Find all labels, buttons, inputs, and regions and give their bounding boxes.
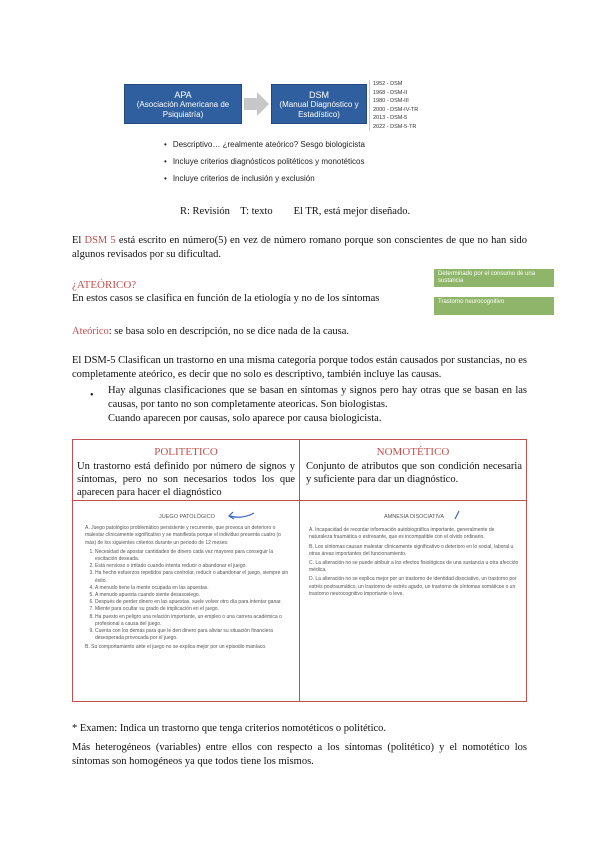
- ateorico-paragraph: En estos casos se clasifica en función de la etiología y no de los síntomas: [72, 293, 380, 304]
- nomotetico-text: Conjunto de atributos que son condición necesaria y suficiente para dar un diagnóstico.: [306, 461, 522, 485]
- bullet-dot: •: [90, 390, 94, 401]
- diagram-bullet: • Incluye criterios diagnósticos politéticos y monotéticos: [164, 157, 364, 166]
- arrow-annotation-icon: [227, 510, 255, 522]
- diagram-bullet: • Descriptivo… ¿realmente ateórico? Sesgo biologicista: [164, 140, 365, 149]
- side-box-neurocognitive: Trastorno neurocognitivo: [434, 297, 554, 315]
- bullet-follow: Cuando aparecen por causas, solo aparece por causa biologicista.: [108, 413, 382, 424]
- dsm-title: DSM: [309, 90, 329, 100]
- dsm5-lead: El: [72, 235, 85, 246]
- scan-item: B. Los síntomas causan malestar clínicamente significativo o deterioro en lo social, laboral u otras áreas importantes del funcionamiento.: [309, 543, 514, 557]
- scan-item: D. La alteración no se explica mejor por un trastorno de identidad disociativo, un trastorno por estrés postraumático, un trastorno de estrés agudo, un trastorno de síntomas somáticos o un trastorno neurocognitivo importante o leve.: [309, 576, 517, 597]
- dsm5-paragraph: [72, 234, 527, 262]
- scan-b: B. Su comportamiento ante el juego no se explica mejor por un episodio maníaco.: [85, 644, 267, 651]
- pen-mark-icon: [453, 510, 461, 520]
- apa-title: APA: [174, 90, 192, 100]
- scan-item: 6. Después de perder dinero en las apuestas, suele volver otro día para intentar ganar.: [95, 599, 289, 606]
- juego-patologico-scan: [85, 514, 289, 652]
- year-item: 1968 - DSM-II: [373, 89, 408, 96]
- scan-title: JUEGO PATOLÓGICO: [159, 514, 215, 520]
- scan-item: 4. A menudo tiene la mente ocupada en las apuestas.: [95, 585, 289, 592]
- year-item: 2022 - DSM-5-TR: [373, 123, 417, 130]
- scan-item: 2. Está nervioso o irritado cuando intenta reducir o abandonar el juego.: [95, 563, 289, 570]
- scan-item: 9. Cuenta con los demás para que le den dinero para aliviar su situación financiera desesperada provocada por el juego.: [95, 628, 289, 642]
- diagram-bullet: • Incluye criterios de inclusión y exclusión: [164, 174, 315, 183]
- ateorico-heading: ¿ATEÓRICO?: [72, 279, 137, 291]
- dsm-years-list: [369, 80, 433, 131]
- scan-item: 8. Ha puesto en peligro una relación importante, un empleo o una carrera académica o profesional a causa del juego.: [95, 614, 289, 628]
- revision-line: R: Revisión T: texto El TR, está mejor diseñado.: [180, 206, 411, 217]
- dsm-box: [271, 84, 367, 124]
- bullet-item: Hay algunas clasificaciones que se basan en síntomas y signos pero hay otras que se basan en las causas, por tanto no son completamente ateoricas. Son biologistas.: [108, 385, 527, 410]
- apa-subtitle: (Asociación Americana de Psiquiatría): [136, 100, 230, 119]
- dsm-subtitle: (Manual Diagnóstico y Estadístico): [279, 100, 359, 119]
- year-item: 1980 - DSM-III: [373, 98, 409, 104]
- year-item: 1952 - DSM: [373, 81, 403, 87]
- scan-item: 5. A menudo apuesta cuando siente desasosiego.: [95, 592, 289, 599]
- apa-box: [124, 84, 242, 124]
- politetico-text: Un trastorno está definido por número de signos y síntomas, pero no son necesarios todos los que aparecen para hacer el diagnóstico: [77, 461, 295, 498]
- politetico-title: POLITETICO: [154, 446, 218, 458]
- scan-item: C. La alteración no se puede atribuir a los efectos fisiológicos de una sustancia u otra afección médica.: [309, 560, 519, 574]
- nomotetico-title: NOMOTÉTICO: [376, 446, 450, 458]
- arrow-right-icon: [244, 92, 270, 116]
- side-box-substance: Determinado por el consumo de una sustancia: [434, 269, 554, 287]
- exam-line: * Examen: Indica un trastorno que tenga criterios nomotéticos o politético.: [72, 723, 387, 734]
- scan-item: A. Incapacidad de recordar información autobiográfica importante, generalmente de naturaleza traumática o estresante, que es incompatible con el olvido ordinario.: [309, 527, 495, 541]
- year-item: 2013 - DSM-5: [373, 115, 408, 121]
- scan-item: 1. Necesidad de apostar cantidades de dinero cada vez mayores para conseguir la excitación deseada.: [95, 549, 289, 563]
- scan-item: 3. Ha hecho esfuerzos repetidos para controlar, reducir o abandonar el juego, siempre sin éxito.: [95, 570, 289, 584]
- ateorico-term: Ateórico: [72, 326, 109, 337]
- ateorico-def-rest: : se basa solo en descripción, no se dice nada de la causa.: [108, 326, 349, 337]
- ateorico-definition: [72, 325, 412, 339]
- dsm5-highlight: DSM 5: [84, 235, 116, 246]
- dsm5-rest: está escrito en número(5) en vez de número romano porque son conscientes de que no han sido algunos revisados por su dificultad.: [72, 235, 527, 260]
- year-item: 2000 - DSM-IV-TR: [373, 106, 419, 113]
- criteria-table: [72, 439, 527, 702]
- scan-title: AMNESIA DISOCIATIVA: [383, 514, 444, 520]
- scan-item: 7. Miente para ocultar su grado de implicación en el juego.: [95, 606, 289, 613]
- scan-intro: A. Juego patológico problemático persistente y recurrente, que provoca un deterioro o malestar clínicamente significativo y se manifiesta porque el individuo presenta cuatro (o más) de los siguientes criterios durante un periodo de 12 meses:: [85, 525, 281, 546]
- final-paragraph: Más heterogéneos (variables) entre ellos con respecto a los síntomas (politético) y el nomotético los síntomas son homogéneos ya que todos tiene los mismos.: [72, 742, 527, 767]
- dsm5-classification-paragraph: El DSM-5 Clasifican un trastorno en una misma categoría porque todos están causados por sustancias, no es completamente ateórico, es decir que no solo es descriptivo, también incluye las causas.: [72, 355, 527, 380]
- amnesia-disociativa-scan: [309, 514, 519, 598]
